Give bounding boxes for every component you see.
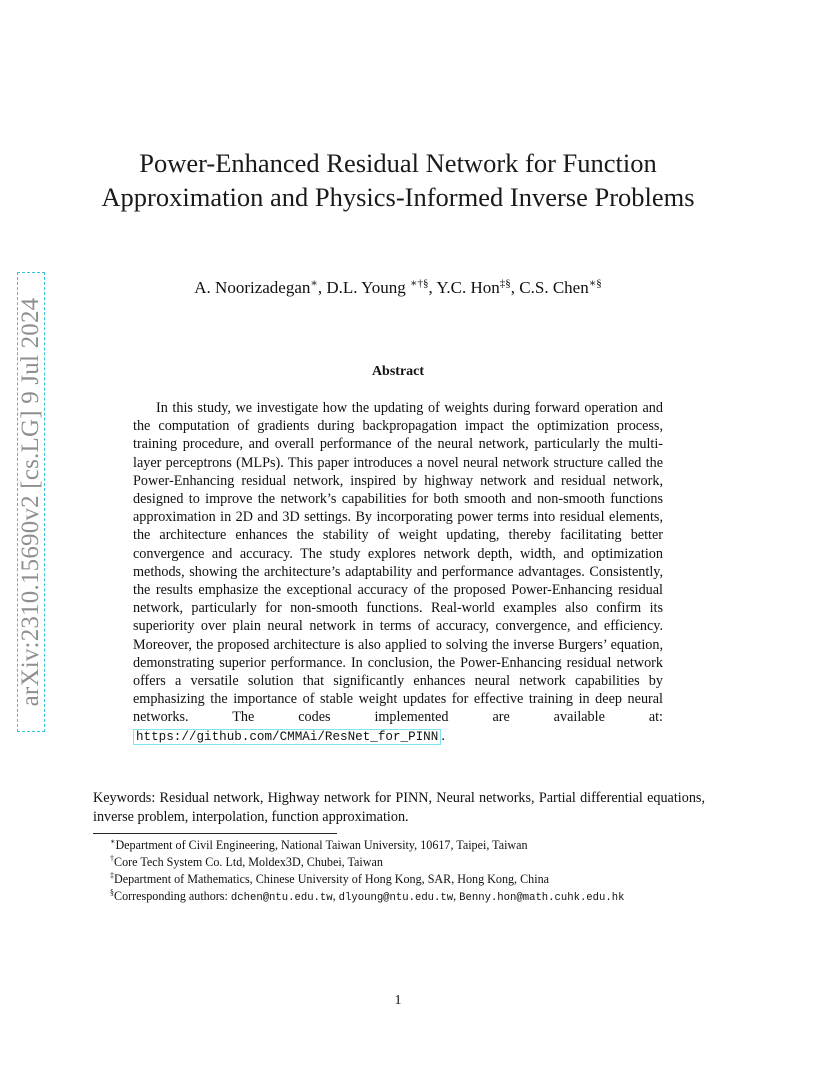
author-separator: , bbox=[428, 278, 437, 297]
footnote-text: Department of Civil Engineering, National Taiwan University, 10617, Taipei, Taiwan bbox=[115, 838, 528, 852]
footnotes bbox=[110, 837, 730, 907]
footnote-affiliation-3 bbox=[110, 871, 730, 888]
author-name: Y.C. Hon bbox=[436, 278, 500, 297]
email-link[interactable]: dlyoung@ntu.edu.tw bbox=[338, 892, 454, 904]
footnote-mark: ∗ bbox=[110, 836, 116, 846]
page-number: 1 bbox=[394, 993, 402, 1008]
author-separator: , bbox=[510, 278, 520, 297]
author-affiliation-marks: ‡§ bbox=[499, 277, 511, 290]
abstract-text: In this study, we investigate how the updating of weights during forward operation and the computation of gradients during backpropagation impact the optimization process, training procedure, and overall performance of the neural network, particularly the multi-layer perceptrons (MLPs). This paper introduces a novel neural network structure called the Power-Enhancing residual network, inspired by highway network and residual network, designed to improve the network’s capabilities for both smooth and non-smooth functions approximation in 2D and 3D settings. By incorporating power terms into residual elements, the architecture enhances the stability of weight updating, thereby facilitating better convergence and accuracy. The study explores network depth, width, and optimization methods, showing the architecture’s adaptability and performance advantages. Consistently, the results emphasize the exceptional accuracy of the proposed Power-Enhancing residual network, particularly for non-smooth functions. Real-world examples also confirm its superiority over plain neural network in terms of accuracy, convergence, and efficiency. Moreover, the proposed architecture is also applied to solving the inverse Burgers’ equation, demonstrating superior performance. In conclusion, the Power-Enhancing residual network offers a versatile solution that significantly enhances neural network capabilities by emphasizing the importance of stable weight updates for effective training in deep neural networks. The codes implemented are available at: bbox=[133, 400, 663, 726]
abstract-body bbox=[133, 399, 663, 746]
footnote-mark: † bbox=[110, 853, 114, 863]
author-separator: , bbox=[317, 278, 327, 297]
author-affiliation-marks: ∗ bbox=[310, 277, 318, 290]
author-affiliation-marks: ∗†§ bbox=[409, 277, 429, 290]
keywords: Keywords: Residual network, Highway network for PINN, Neural networks, Partial differential equations, inverse problem, interpolation, function approximation. bbox=[93, 790, 705, 825]
author-name: D.L. Young bbox=[326, 278, 410, 297]
footnote-text: Corresponding authors: bbox=[114, 889, 231, 903]
footnote-corresponding-authors: §Corresponding authors: dchen@ntu.edu.tw, dlyoung@ntu.edu.tw, Benny.hon@math.cuhk.edu.hk bbox=[110, 887, 625, 904]
arxiv-identifier: arXiv:2310.15690v2 [cs.LG] 9 Jul 2024 bbox=[17, 297, 44, 707]
footnote-rule bbox=[93, 833, 337, 834]
footnote-affiliation-1 bbox=[110, 837, 730, 854]
footnote-mark: § bbox=[110, 887, 114, 897]
footnote-affiliation-2 bbox=[110, 854, 730, 871]
paper-title: Power-Enhanced Residual Network for Function Approximation and Physics-Informed Inverse Problems bbox=[101, 148, 695, 212]
footnote-text: Department of Mathematics, Chinese University of Hong Kong, SAR, Hong Kong, China bbox=[114, 872, 549, 886]
author-affiliation-marks: ∗§ bbox=[588, 277, 602, 290]
author-name: C.S. Chen bbox=[519, 278, 589, 297]
abstract-heading: Abstract bbox=[371, 364, 425, 379]
abstract-end: . bbox=[441, 727, 445, 744]
footnote-text: Core Tech System Co. Ltd, Moldex3D, Chubei, Taiwan bbox=[114, 855, 383, 869]
author-list bbox=[100, 277, 696, 299]
code-repository-link[interactable]: https://github.com/CMMAi/ResNet_for_PINN bbox=[133, 729, 441, 745]
email-link[interactable]: dchen@ntu.edu.tw bbox=[230, 892, 333, 904]
footnote-mark: ‡ bbox=[110, 870, 114, 880]
email-link[interactable]: Benny.hon@math.cuhk.edu.hk bbox=[459, 892, 625, 904]
author-name: A. Noorizadegan bbox=[194, 278, 311, 297]
